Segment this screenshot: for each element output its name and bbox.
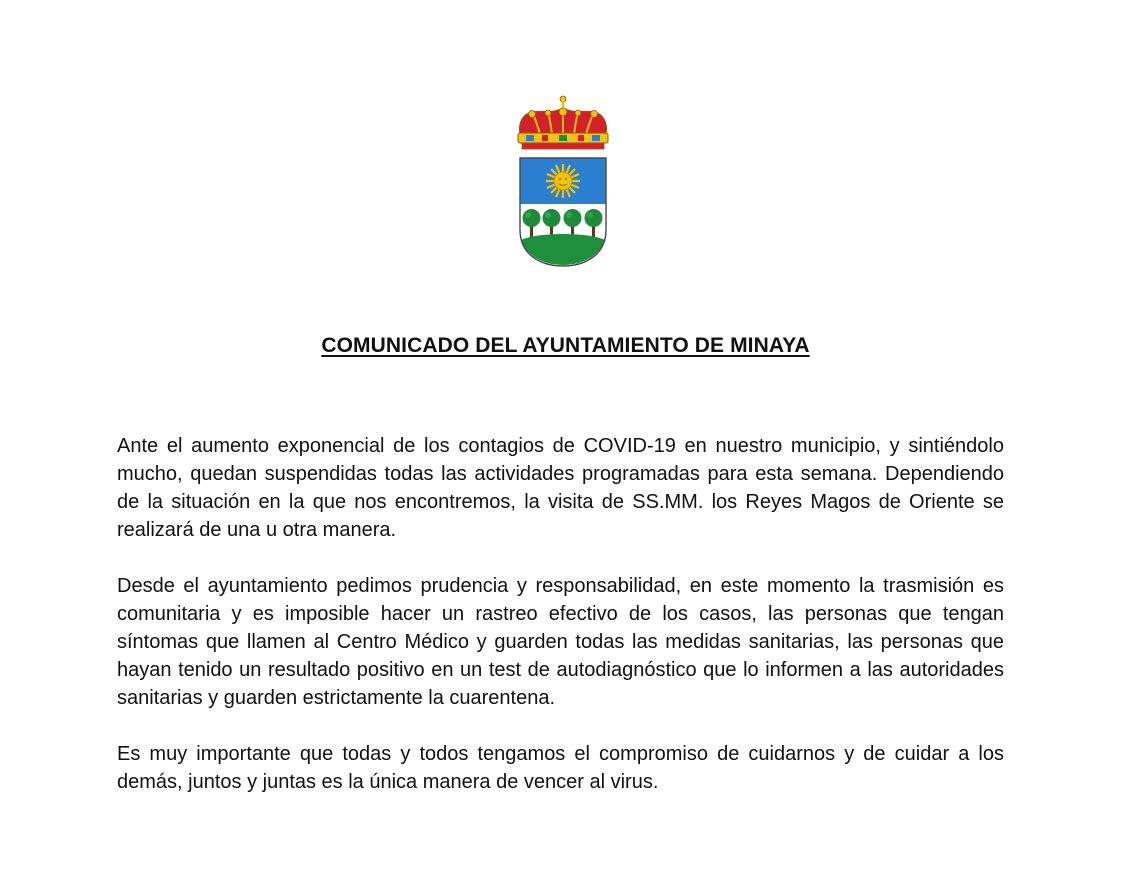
paragraph-3: Es muy importante que todas y todos tengamos el compromiso de cuidarnos y de cuidar a los demás, juntos y juntas es la única manera de vencer al virus. [117, 743, 1004, 793]
document-title: COMUNICADO DEL AYUNTAMIENTO DE MINAYA [321, 334, 810, 357]
sun-icon [546, 164, 580, 198]
paragraph-1: Ante el aumento exponencial de los contagios de COVID-19 en nuestro municipio, y sintiéndolo mucho, quedan suspendidas todas las actividades programadas para esta semana. Dependiendo de la situación en la que nos encontremos, la visita de SS.MM. los Reyes Magos de Oriente se realizará de una u otra manera. [117, 435, 1004, 541]
shield-icon [520, 158, 606, 266]
crown-icon [518, 96, 608, 149]
coat-of-arms-icon [512, 94, 614, 270]
paragraph-2: Desde el ayuntamiento pedimos prudencia y responsabilidad, en este momento la trasmisión es comunitaria y es imposible hacer un rastreo efectivo de los casos, las personas que tengan síntomas que llamen al Centro Médico y guarden todas las medidas sanitarias, las personas que hayan tenido un resultado positivo en un test de autodiagnóstico que lo informen a las autoridades sanitarias y guarden estrictamente la cuarentena. [117, 575, 1004, 709]
